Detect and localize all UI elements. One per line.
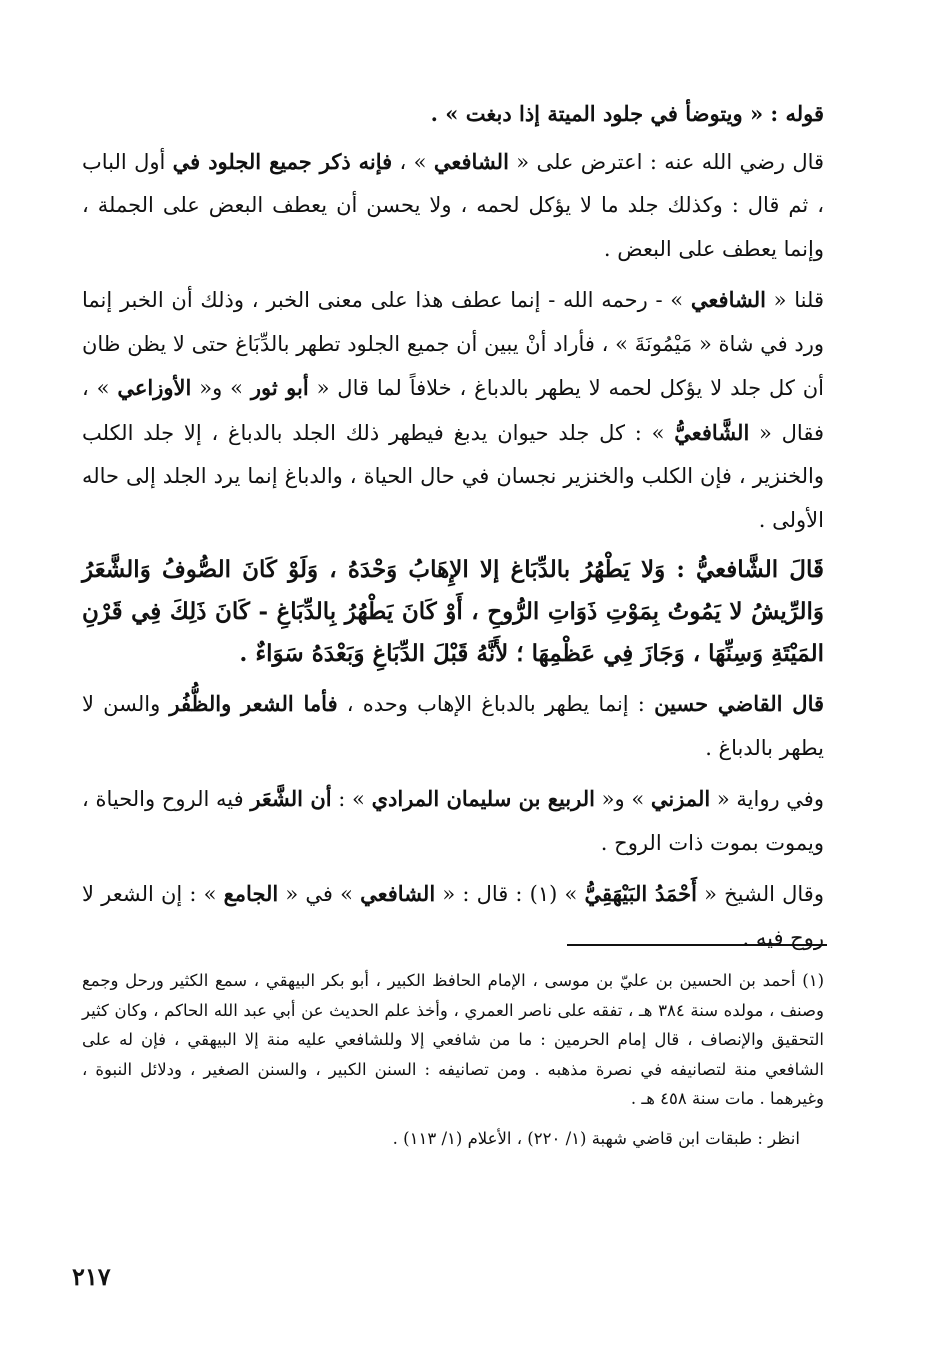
bold-run: أن الشَّعَر bbox=[250, 786, 332, 811]
bold-run: الجامع bbox=[223, 881, 279, 906]
text-run: » : إن الشعر لا روح فيه . bbox=[82, 882, 824, 950]
bold-run: فأما الشعر والظُّفُر bbox=[169, 691, 338, 716]
bold-run: الأوزاعي bbox=[117, 375, 192, 400]
text-run: قلنا « bbox=[765, 288, 824, 312]
paragraph-4 bbox=[82, 777, 824, 865]
text-run: » : كل جلد حيوان يدبغ فيطهر ذلك الجلد بالدباغ ، إلا جلد الكلب والخنزير ، فإن الكلب والخنزير نجسان في حال الحياة ، والدباغ إنما يرد الجلد إلى حاله الأولى . bbox=[82, 420, 824, 532]
bold-run: قال القاضي حسين bbox=[654, 691, 825, 716]
text-run: » : bbox=[331, 787, 372, 811]
text-run: » (١) : قال : « bbox=[435, 882, 585, 906]
text-run: والسن لا يطهر بالدباغ . bbox=[82, 692, 824, 760]
main-text bbox=[82, 92, 824, 967]
text-run: » و« bbox=[191, 376, 251, 400]
paragraph-2 bbox=[82, 278, 824, 542]
text-run: وفي رواية « bbox=[710, 787, 824, 811]
text-run: وقال الشيخ « bbox=[696, 882, 824, 906]
footnotes bbox=[82, 966, 824, 1154]
text-run: فيه الروح والحياة ، ويموت بموت ذات الروح . bbox=[82, 787, 824, 855]
text-run: أول الباب ، ثم قال : وكذلك جلد ما لا يؤكل لحمه ، ولا يحسن أن يعطف البعض على الجملة ، وإنما يعطف على البعض . bbox=[82, 149, 824, 261]
text-run: » ، bbox=[392, 149, 434, 174]
bold-run: أَحْمَدُ البَيْهَقِيُّ bbox=[584, 881, 697, 906]
bold-run: المزني bbox=[650, 786, 711, 811]
text-run: » ، فقال « bbox=[82, 376, 824, 445]
text-run: » و« bbox=[594, 787, 651, 811]
bold-run: فإنه ذكر جميع الجلود في bbox=[172, 148, 393, 174]
paragraph-1 bbox=[82, 140, 824, 272]
paragraph-3 bbox=[82, 682, 824, 770]
bold-run: أبو ثور bbox=[250, 375, 309, 400]
bold-run: الربيع بن سليمان المرادي bbox=[371, 786, 595, 811]
text-run: قال رضي الله عنه : اعترض على « bbox=[508, 149, 825, 174]
bold-run: الشافعي bbox=[433, 148, 509, 174]
text-run: » - رحمه الله - إنما عطف هذا على معنى الخبر ، وذلك أن الخبر إنما ورد في شاة « مَيْمُونَةَ » ، فأراد أنْ يبين أن جميع الجلود تطهر بالدِّبَاغ حتى لا يظن ظان أن كل جلد لا يؤكل لحمه لا يطهر بالدباغ ، خلافاً لما قال « bbox=[81, 288, 824, 400]
bold-run: الشافعي bbox=[360, 881, 436, 906]
footnote-separator bbox=[567, 944, 827, 946]
footnote-1: (١) أحمد بن الحسين بن عليّ بن موسى ، الإمام الحافظ الكبير ، أبو بكر البيهقي ، سمع الكثير ورحل وجمع وصنف ، مولده سنة ٣٨٤ هـ ، تفقه على ناصر العمري ، وأخذ علم الحديث عن أبي عبد الله الحاكم ، وكان كثير التحقيق والإنصاف ، قال إمام الحرمين : ما من شافعي إلا وللشافعي عليه منة إلا البيهقي ، فإن له على الشافعي منة لتصانيفه في نصرة مذهبه . ومن تصانيفه : السنن الكبير ، والسنن الصغير ، ودلائل النبوة ، وغيرهما . مات سنة ٤٥٨ هـ . bbox=[82, 971, 824, 1108]
page-number: ٢١٧ bbox=[72, 1262, 111, 1291]
paragraph-5 bbox=[82, 872, 824, 960]
quote-paragraph: قَالَ الشَّافعيُّ : وَلا يَطْهُرُ بالدِّبَاغ إلا الإِهَابُ وَحْدَهُ ، وَلَوْ كَانَ الصُّوفُ وَالشَّعَرُ وَالرِّيشُ لا يَمُوتُ بِمَوْتِ ذَوَاتِ الرُّوحِ ، أَوْ كَانَ يَطْهُرُ بِالدِّبَاغِ - كَانَ ذَلِكَ فِي قَرْنِ المَيْتَةِ وَسِنِّهَا ، وَجَازَ فِي عَظْمِهَا ؛ لأَنَّهُ قَبْلَ الدِّبَاغِ وَبَعْدَهُ سَوَاءٌ . bbox=[82, 556, 824, 667]
text-run: » في « bbox=[278, 882, 361, 906]
text-run: : إنما يطهر بالدباغ الإهاب وحده ، bbox=[337, 692, 655, 716]
footnote-reference: انظر : طبقات ابن قاضي شهبة (١/ ٢٢٠) ، الأعلام (١/ ١١٣) . bbox=[392, 1128, 800, 1148]
bold-run: الشافعي bbox=[690, 287, 766, 312]
bold-run: الشَّافعيُّ bbox=[674, 419, 750, 445]
heading: قوله : « ويتوضأ في جلود الميتة إذا دبغت » . bbox=[430, 101, 824, 126]
